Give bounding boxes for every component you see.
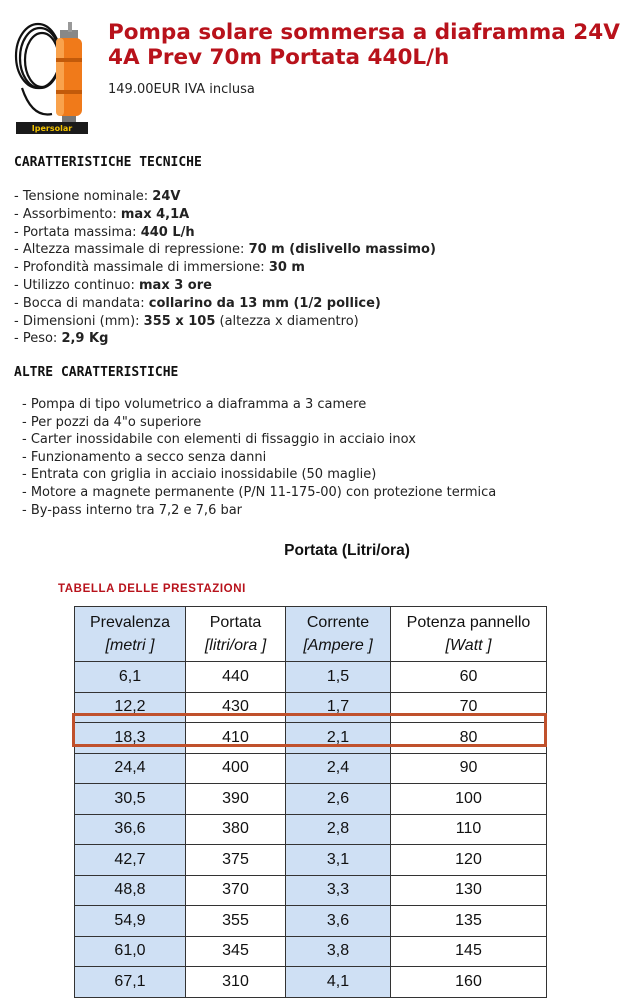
table-header-row — [75, 607, 547, 662]
cell-portata: 355 — [186, 906, 286, 937]
other-feature-item: - Per pozzi da 4"o superiore — [22, 414, 202, 430]
product-price: 149.00EUR IVA inclusa — [108, 82, 255, 97]
cell-corrente: 3,1 — [286, 845, 391, 876]
chart-title: Portata (Litri/ora) — [284, 542, 410, 559]
spec-value: 2,9 Kg — [61, 331, 109, 347]
cell-prevalenza: 6,1 — [75, 662, 186, 693]
cell-potenza-pannello: 160 — [391, 967, 547, 998]
cell-potenza-pannello: 130 — [391, 875, 547, 906]
cell-portata: 440 — [186, 662, 286, 693]
cell-potenza-pannello: 100 — [391, 784, 547, 815]
table-row — [75, 906, 547, 937]
table-row — [75, 784, 547, 815]
spec-label: - Peso: — [14, 331, 62, 347]
header-name: Corrente — [306, 614, 370, 631]
spec-value: 70 m (dislivello massimo) — [248, 242, 436, 258]
cell-potenza-pannello: 135 — [391, 906, 547, 937]
other-feature-item: - Funzionamento a secco senza danni — [22, 449, 267, 465]
table-row — [75, 723, 547, 754]
cell-prevalenza: 24,4 — [75, 753, 186, 784]
cell-portata: 410 — [186, 723, 286, 754]
product-title — [108, 20, 628, 70]
spec-item — [14, 188, 436, 206]
spec-value: 24V — [152, 189, 181, 204]
other-features-heading: ALTRE CARATTERISTICHE — [14, 365, 179, 380]
cell-portata: 310 — [186, 967, 286, 998]
cell-potenza-pannello: 70 — [391, 692, 547, 723]
cell-portata: 380 — [186, 814, 286, 845]
spec-label: - Profondità massimale di immersione: — [14, 260, 269, 276]
cell-corrente: 2,4 — [286, 753, 391, 784]
cell-prevalenza: 42,7 — [75, 845, 186, 876]
table-row — [75, 753, 547, 784]
spec-item — [14, 224, 436, 242]
table-row — [75, 936, 547, 967]
other-feature-item: - By-pass interno tra 7,2 e 7,6 bar — [22, 502, 243, 518]
spec-item — [14, 206, 436, 224]
cable-coil — [16, 24, 60, 114]
cell-potenza-pannello: 90 — [391, 753, 547, 784]
cell-potenza-pannello: 110 — [391, 814, 547, 845]
spec-value: max 4,1A — [120, 206, 190, 222]
cell-corrente: 2,1 — [286, 723, 391, 754]
cell-corrente: 3,8 — [286, 936, 391, 967]
header-unit: [Watt ] — [445, 637, 492, 654]
other-feature-item: - Entrata con griglia in acciaio inossidabile (50 maglie) — [22, 467, 377, 483]
pump-body — [56, 22, 82, 122]
specs-heading: CARATTERISTICHE TECNICHE — [14, 155, 202, 170]
table-row — [75, 967, 547, 998]
table-row — [75, 875, 547, 906]
header-prevalenza — [75, 607, 186, 662]
cell-corrente: 2,8 — [286, 814, 391, 845]
spec-item — [14, 295, 436, 313]
spec-item — [14, 330, 436, 348]
spec-value: 355 x 105 — [143, 313, 216, 329]
cell-potenza-pannello: 120 — [391, 845, 547, 876]
product-title-line-2: 4A Prev 70m Portata 440L/h — [108, 45, 450, 70]
cell-portata: 345 — [186, 936, 286, 967]
spec-label: - Assorbimento: — [14, 206, 121, 222]
table-row — [75, 814, 547, 845]
cell-potenza-pannello: 145 — [391, 936, 547, 967]
header-portata — [186, 607, 286, 662]
cell-corrente: 4,1 — [286, 967, 391, 998]
performance-table-title: TABELLA DELLE PRESTAZIONI — [58, 583, 246, 595]
header-potenza-pannello — [391, 607, 547, 662]
header-name: Potenza pannello — [406, 614, 531, 631]
cell-potenza-pannello: 60 — [391, 662, 547, 693]
spec-value: max 3 ore — [139, 277, 212, 293]
cell-portata: 430 — [186, 692, 286, 723]
cell-prevalenza: 61,0 — [75, 936, 186, 967]
performance-table — [74, 606, 547, 998]
product-title-line-1: Pompa solare sommersa a diaframma 24V — [108, 20, 620, 45]
spec-label: - Portata massima: — [14, 224, 141, 240]
cell-prevalenza: 18,3 — [75, 723, 186, 754]
cell-corrente: 2,6 — [286, 784, 391, 815]
cell-portata: 400 — [186, 753, 286, 784]
logo-text: Ipersolar — [31, 124, 73, 133]
cell-corrente: 1,7 — [286, 692, 391, 723]
other-feature-item: - Motore a magnete permanente (P/N 11-175-00) con protezione termica — [22, 484, 497, 500]
spec-value: 30 m — [268, 260, 305, 276]
cell-portata: 370 — [186, 875, 286, 906]
header-name: Prevalenza — [89, 614, 171, 631]
other-feature-item: - Carter inossidabile con elementi di fissaggio in acciaio inox — [22, 432, 416, 448]
product-image — [12, 18, 96, 136]
header-name: Portata — [209, 614, 262, 631]
cell-corrente: 1,5 — [286, 662, 391, 693]
spec-label: - Dimensioni (mm): — [14, 313, 144, 329]
spec-suffix: (altezza x diamentro) — [215, 313, 359, 329]
spec-item — [14, 241, 436, 259]
spec-value: collarino da 13 mm (1/2 pollice) — [148, 295, 381, 311]
cell-prevalenza: 36,6 — [75, 814, 186, 845]
header-unit: [litri/ora ] — [204, 637, 267, 654]
spec-label: - Utilizzo continuo: — [14, 277, 139, 293]
cell-prevalenza: 48,8 — [75, 875, 186, 906]
cell-prevalenza: 67,1 — [75, 967, 186, 998]
spec-item — [14, 313, 436, 331]
cell-corrente: 3,6 — [286, 906, 391, 937]
specs-list — [14, 188, 436, 348]
spec-item — [14, 259, 436, 277]
header-corrente — [286, 607, 391, 662]
header-unit: [metri ] — [105, 637, 155, 654]
table-row — [75, 692, 547, 723]
table-row — [75, 845, 547, 876]
other-feature-item: - Pompa di tipo volumetrico a diaframma a 3 camere — [22, 397, 367, 412]
header-unit: [Ampere ] — [303, 637, 373, 654]
cell-prevalenza: 12,2 — [75, 692, 186, 723]
cell-portata: 375 — [186, 845, 286, 876]
spec-label: - Altezza massimale di repressione: — [14, 242, 249, 258]
cell-prevalenza: 54,9 — [75, 906, 186, 937]
spec-item — [14, 277, 436, 295]
cell-corrente: 3,3 — [286, 875, 391, 906]
cell-portata: 390 — [186, 784, 286, 815]
other-features-list — [22, 396, 496, 519]
cell-potenza-pannello: 80 — [391, 723, 547, 754]
spec-label: - Tensione nominale: — [14, 189, 153, 204]
cell-prevalenza: 30,5 — [75, 784, 186, 815]
spec-value: 440 L/h — [140, 224, 195, 240]
spec-label: - Bocca di mandata: — [14, 295, 149, 311]
table-row — [75, 662, 547, 693]
